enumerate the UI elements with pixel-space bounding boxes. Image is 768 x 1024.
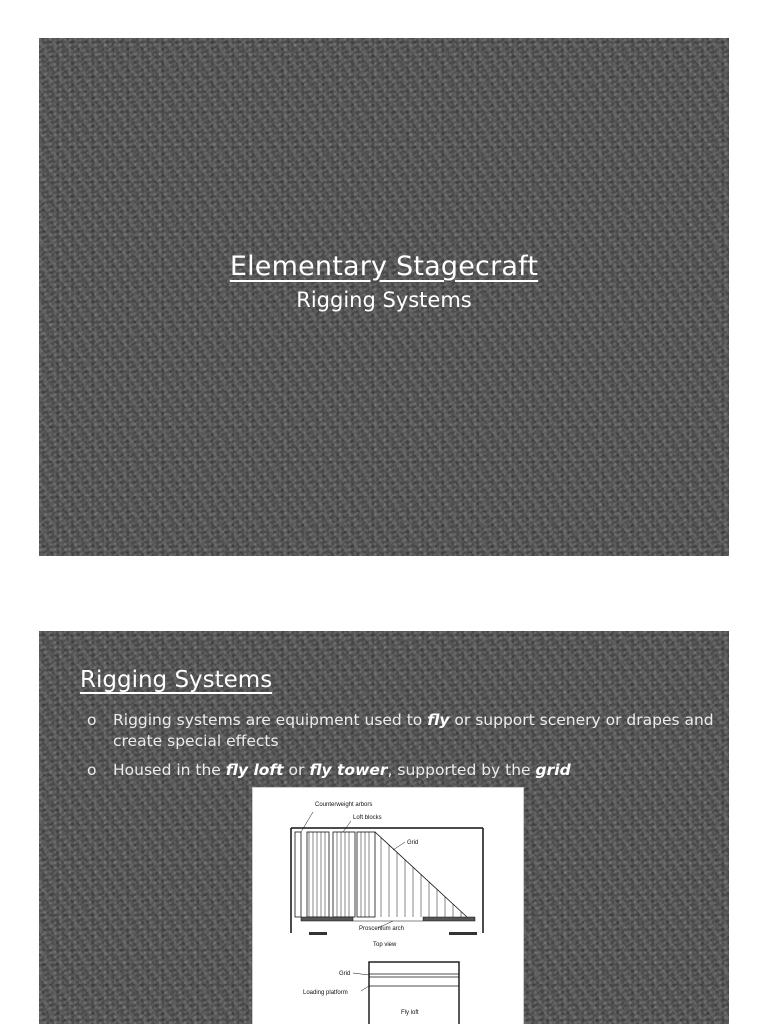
top-view-drawing <box>291 812 483 935</box>
emphasis-term: fly <box>427 711 450 729</box>
bullet-list <box>87 710 717 789</box>
emphasis-term: grid <box>535 761 571 779</box>
label-counterweight-arbors: Counterweight arbors <box>315 802 373 808</box>
emphasis-term: fly loft <box>225 761 284 779</box>
bullet-text: Rigging systems are equipment used to <box>113 711 428 729</box>
label-grid-side: Grid <box>339 971 351 977</box>
rigging-diagram <box>253 788 523 1024</box>
bullet-item <box>87 760 717 781</box>
emphasis-term: fly tower <box>309 761 388 779</box>
slide-title: Rigging Systems <box>80 667 273 693</box>
title-block <box>39 251 729 312</box>
bullet-text: Housed in the <box>113 761 226 779</box>
rigging-diagram-figure <box>252 787 524 1024</box>
deck-title: Elementary Stagecraft <box>229 251 539 282</box>
label-grid-top: Grid <box>407 840 419 846</box>
bullet-text: or support scenery or drapes and create special effects <box>113 711 714 750</box>
label-loading-platform: Loading platform <box>303 990 348 996</box>
bullet-marker: o <box>87 711 97 729</box>
deck-subtitle: Rigging Systems <box>296 288 472 312</box>
bullet-text: , supported by the <box>387 761 536 779</box>
title-slide <box>39 38 729 556</box>
bullet-item <box>87 710 717 752</box>
label-loft-blocks: Loft blocks <box>353 815 382 821</box>
bullet-marker: o <box>87 761 97 779</box>
rigging-systems-slide <box>39 631 729 1024</box>
label-proscenium: Proscenium arch <box>359 926 405 932</box>
bullet-text: or <box>283 761 310 779</box>
label-top-view: Top view <box>373 942 397 948</box>
label-fly-loft: Fly loft <box>401 1010 419 1016</box>
